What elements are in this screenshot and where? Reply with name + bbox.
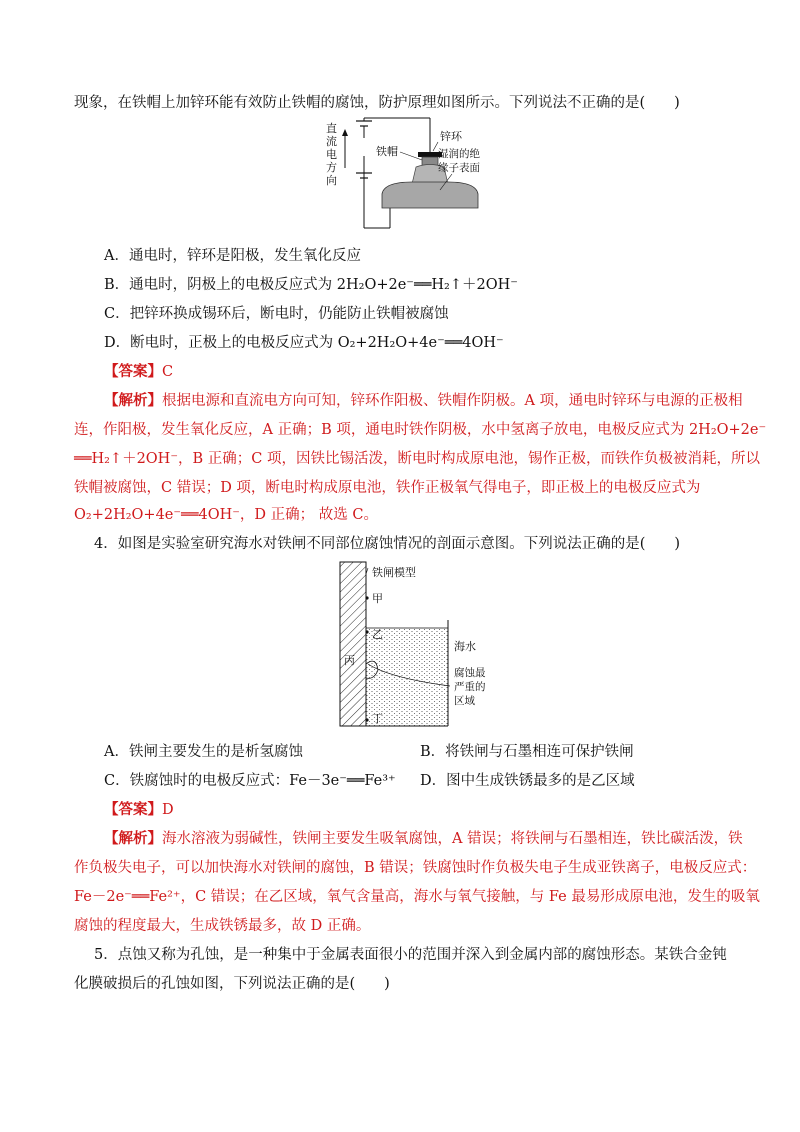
- q3-option-b: B．通电时，阴极上的电极反应式为 2H₂O+2e⁻══H₂↑＋2OH⁻: [104, 277, 518, 293]
- worst-area-label-1: 腐蚀最: [454, 667, 486, 679]
- point-ding-label: 丁: [372, 712, 383, 725]
- q4-analysis-line: 腐蚀的程度最大，生成铁锈最多，故 D 正确。: [74, 918, 371, 934]
- analysis-tag: 【解析】: [104, 830, 162, 847]
- q3-analysis-line: O₂+2H₂O+4e⁻══4OH⁻，D 正确； 故选 C。: [74, 507, 378, 523]
- iron-cap-label: 铁帽: [376, 145, 398, 158]
- q4-option-d: D．图中生成铁锈最多的是乙区域: [420, 773, 635, 789]
- q3-answer: [104, 362, 173, 382]
- direction-char: 向: [326, 174, 337, 187]
- zinc-ring-label: 锌环: [440, 130, 462, 143]
- direction-char: 直: [326, 122, 337, 135]
- q3-analysis-line: ══H₂↑＋2OH⁻，B 正确；C 项，因铁比锡活泼，断电时构成原电池，锡作正极，而铁作负极被消耗，所以: [74, 451, 760, 467]
- answer-value: D: [162, 802, 174, 818]
- iron-gate: [340, 562, 366, 726]
- q4-stem: 4．如图是实验室研究海水对铁闸不同部位腐蚀情况的剖面示意图。下列说法正确的是( ): [94, 536, 681, 552]
- answer-tag: 【答案】: [104, 363, 162, 380]
- q3-analysis-line: [104, 391, 743, 411]
- q4-answer: [104, 800, 174, 820]
- answer-tag: 【答案】: [104, 801, 162, 818]
- q4-figure: [338, 560, 486, 735]
- surface-label-1: 湿润的绝: [438, 148, 480, 160]
- q4-option-c: C．铁腐蚀时的电极反应式：Fe－3e⁻══Fe³⁺: [104, 773, 396, 789]
- worst-area-label-2: 严重的: [454, 681, 486, 693]
- q5-stem-line: 5．点蚀又称为孔蚀，是一种集中于金属表面很小的范围并深入到金属内部的腐蚀形态。某铁合金钝: [94, 947, 727, 963]
- direction-char: 电: [326, 148, 337, 161]
- q3-option-a: A．通电时，锌环是阳极，发生氧化反应: [104, 248, 361, 264]
- q4-analysis-line: [104, 829, 743, 849]
- q4-analysis-line: 作负极失电子，可以加快海水对铁闸的腐蚀，B 错误；铁腐蚀时作负极失电子生成亚铁离子，电极反应式：: [74, 860, 757, 876]
- point-bing-label: 丙: [344, 654, 355, 667]
- point-jia-label: 甲: [372, 592, 383, 605]
- analysis-text: 海水溶液为弱碱性，铁闸主要发生吸氧腐蚀，A 错误；将铁闸与石墨相连，铁比碳活泼，铁: [162, 831, 743, 847]
- q3-analysis-line: 铁帽被腐蚀，C 错误；D 项，断电时构成原电池，铁作正极氧气得电子，即正极上的电极反应式为: [74, 480, 701, 496]
- model-label: 铁闸模型: [372, 566, 416, 579]
- q3-stem: 现象，在铁帽上加锌环能有效防止铁帽的腐蚀，防护原理如图所示。下列说法不正确的是( ): [74, 95, 680, 111]
- insulator-body: [382, 182, 478, 208]
- q4-option-a: A．铁闸主要发生的是析氢腐蚀: [104, 744, 303, 760]
- q3-figure: [318, 118, 488, 236]
- q4-analysis-line: Fe－2e⁻══Fe²⁺，C 错误；在乙区域，氧气含量高，海水与氧气接触，与 Fe 最易形成原电池，发生的吸氧: [74, 889, 760, 905]
- point-yi-label: 乙: [372, 628, 383, 641]
- direction-char: 方: [326, 161, 337, 174]
- answer-value: C: [162, 364, 174, 380]
- analysis-tag: 【解析】: [104, 392, 162, 409]
- q4-option-b: B．将铁闸与石墨相连可保护铁闸: [420, 744, 634, 760]
- q5-stem-line: 化膜破损后的孔蚀如图，下列说法正确的是( ): [74, 976, 390, 992]
- q3-option-c: C．把锌环换成锡环后，断电时，仍能防止铁帽被腐蚀: [104, 306, 449, 322]
- q3-option-d: D．断电时，正极上的电极反应式为 O₂+2H₂O+4e⁻══4OH⁻: [104, 335, 504, 351]
- direction-char: 流: [326, 135, 337, 148]
- direction-label: [326, 121, 337, 187]
- analysis-text: 根据电源和直流电方向可知，锌环作阳极、铁帽作阴极。A 项，通电时锌环与电源的正极相: [162, 393, 743, 409]
- q3-analysis-line: 连，作阳极，发生氧化反应，A 正确；B 项，通电时铁作阴极，水中氢离子放电，电极反应式为 2H₂O+2e⁻: [74, 422, 767, 438]
- surface-label-2: 缘子表面: [438, 162, 480, 174]
- worst-area-label-3: 区域: [454, 695, 475, 707]
- seawater-label: 海水: [454, 640, 476, 653]
